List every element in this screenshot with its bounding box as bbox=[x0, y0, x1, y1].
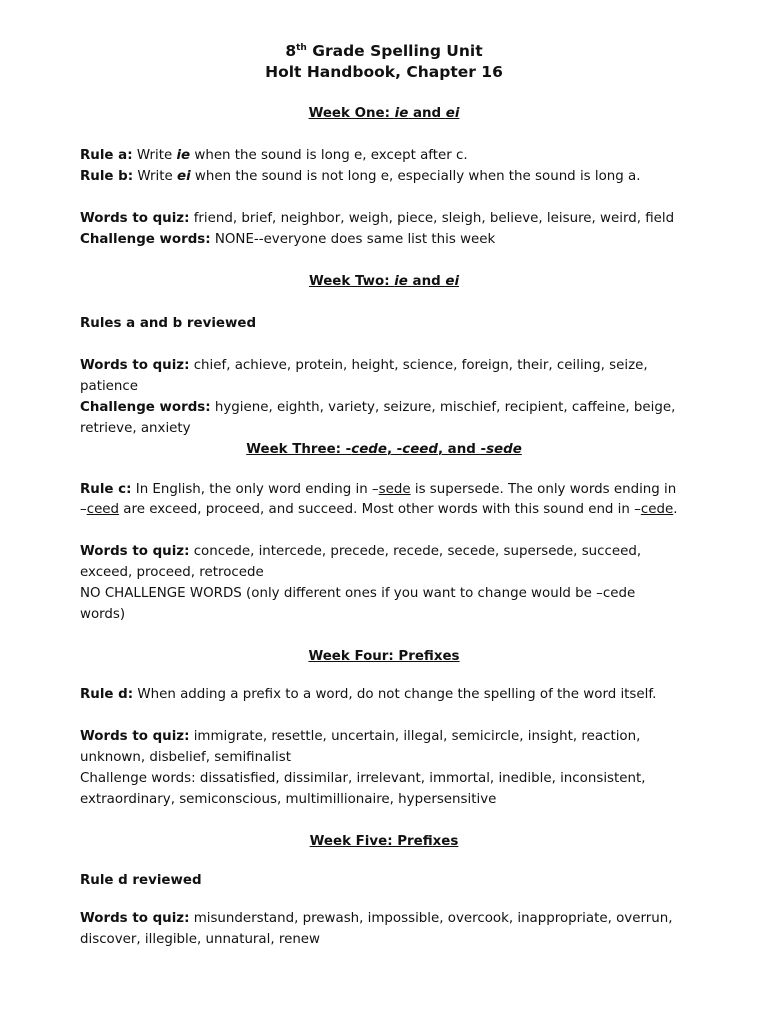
week-three-heading: Week Three: -cede, -ceed, and -sede bbox=[246, 442, 522, 457]
title-superscript: th bbox=[296, 43, 307, 53]
week-four-quiz-words-cont: unknown, disbelief, semifinalist bbox=[80, 750, 291, 765]
week-one-heading: Week One: ie and ei bbox=[308, 106, 460, 121]
no-challenge-note: NO CHALLENGE WORDS (only different ones if you want to change would be –cede bbox=[80, 586, 636, 601]
week-two-challenge-words: Challenge words: hygiene, eighth, variety, seizure, mischief, recipient, caffeine, beige, bbox=[80, 400, 676, 415]
rule-d-reviewed: Rule d reviewed bbox=[80, 873, 202, 888]
week-five-quiz-words: Words to quiz: misunderstand, prewash, impossible, overcook, inappropriate, overrun, bbox=[80, 911, 673, 926]
week-four-challenge-words-cont: extraordinary, semiconscious, multimillionaire, hypersensitive bbox=[80, 792, 497, 807]
week-two-challenge-words-cont: retrieve, anxiety bbox=[80, 421, 191, 436]
rule-c: Rule c: In English, the only word ending in –sede is supersede. The only words ending in bbox=[80, 482, 677, 497]
rule-c-cont: –ceed are exceed, proceed, and succeed. Most other words with this sound end in –cede. bbox=[80, 502, 678, 517]
week-four-heading: Week Four: Prefixes bbox=[308, 649, 460, 664]
week-one-challenge-words: Challenge words: NONE--everyone does same list this week bbox=[80, 232, 496, 247]
week-two-heading: Week Two: ie and ei bbox=[308, 274, 460, 289]
title-text: Grade Spelling Unit bbox=[306, 42, 483, 61]
week-three-quiz-words-cont: exceed, proceed, retrocede bbox=[80, 565, 264, 580]
rule-a: Rule a: Write ie when the sound is long e, except after c. bbox=[80, 148, 468, 163]
week-two-quiz-words-cont: patience bbox=[80, 379, 139, 394]
no-challenge-note-cont: words) bbox=[80, 607, 126, 622]
week-five-heading: Week Five: Prefixes bbox=[309, 834, 459, 849]
week-four-quiz-words: Words to quiz: immigrate, resettle, uncertain, illegal, semicircle, insight, reaction, bbox=[80, 729, 641, 744]
week-one-quiz-words: Words to quiz: friend, brief, neighbor, weigh, piece, sleigh, believe, leisure, weird, field bbox=[80, 211, 675, 226]
rules-reviewed: Rules a and b reviewed bbox=[80, 316, 257, 331]
week-five-quiz-words-cont: discover, illegible, unnatural, renew bbox=[80, 932, 320, 947]
week-two-quiz-words: Words to quiz: chief, achieve, protein, height, science, foreign, their, ceiling, seize, bbox=[80, 358, 648, 373]
rule-b: Rule b: Write ei when the sound is not long e, especially when the sound is long a. bbox=[80, 169, 641, 184]
week-three-quiz-words: Words to quiz: concede, intercede, precede, recede, secede, supersede, succeed, bbox=[80, 544, 642, 559]
title-grade-number: 8 bbox=[285, 42, 297, 61]
rule-d: Rule d: When adding a prefix to a word, do not change the spelling of the word itself. bbox=[80, 687, 657, 702]
page-subtitle: Holt Handbook, Chapter 16 bbox=[265, 63, 503, 81]
week-four-challenge-words: Challenge words: dissatisfied, dissimilar, irrelevant, immortal, inedible, inconsistent, bbox=[80, 771, 646, 786]
